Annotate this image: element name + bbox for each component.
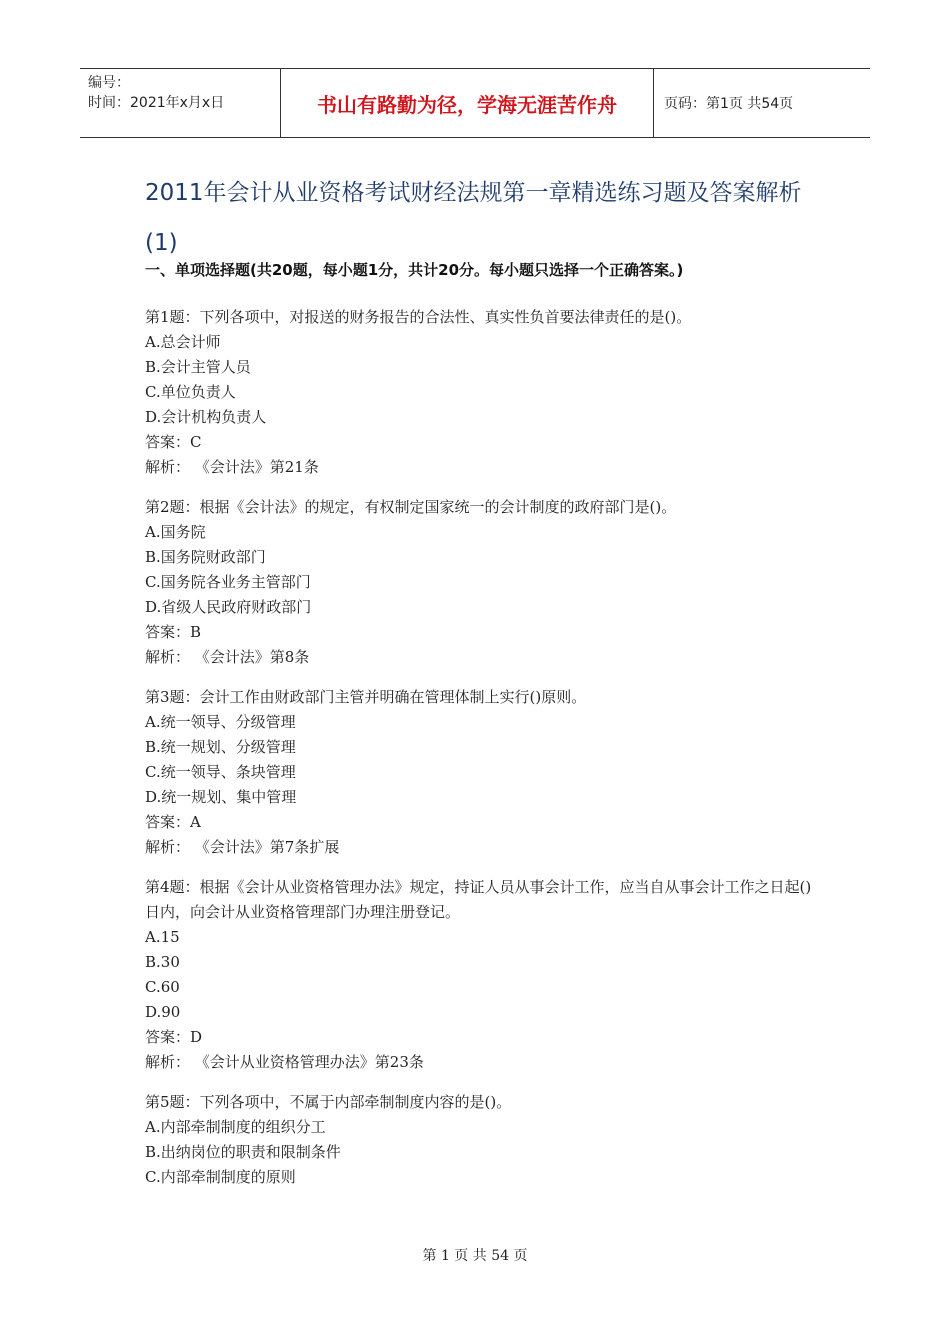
option-d: D.省级人民政府财政部门: [145, 598, 312, 616]
question-3: [145, 685, 815, 860]
section-heading: 一、单项选择题(共20题，每小题1分，共计20分。每小题只选择一个正确答案。): [145, 261, 684, 279]
option-c: C.单位负责人: [145, 383, 236, 401]
question-text: 第4题：根据《会计从业资格管理办法》规定，持证人员从事会计工作，应当自从事会计工作之日起()日内，向会计从业资格管理部门办理注册登记。: [145, 878, 812, 921]
answer: 答案：B: [145, 623, 202, 641]
option-c: C.内部牵制制度的原则: [145, 1168, 296, 1186]
document-header: [80, 68, 870, 138]
answer: 答案：C: [145, 433, 202, 451]
analysis: 解析： 《会计法》第8条: [145, 648, 310, 666]
answer: 答案：D: [145, 1028, 203, 1046]
header-meta-cell: [80, 69, 281, 137]
option-b: B.出纳岗位的职责和限制条件: [145, 1143, 341, 1161]
header-page-info: 页码：第1页 共54页: [664, 96, 794, 112]
option-b: B.30: [145, 953, 180, 971]
question-1: [145, 305, 815, 480]
option-c: C.60: [145, 978, 180, 996]
time-label: 时间：2021年x月x日: [88, 95, 225, 111]
option-b: B.统一规划、分级管理: [145, 738, 296, 756]
analysis: 解析： 《会计法》第7条扩展: [145, 838, 340, 856]
option-b: B.会计主管人员: [145, 358, 251, 376]
answer: 答案：A: [145, 813, 201, 831]
question-5: [145, 1090, 815, 1190]
option-d: D.会计机构负责人: [145, 408, 267, 426]
question-text: 第1题：下列各项中，对报送的财务报告的合法性、真实性负首要法律责任的是()。: [145, 308, 692, 326]
analysis: 解析： 《会计法》第21条: [145, 458, 319, 476]
option-a: A.内部牵制制度的组织分工: [145, 1118, 326, 1136]
option-d: D.统一规划、集中管理: [145, 788, 297, 806]
question-list: [145, 305, 815, 1205]
analysis: 解析： 《会计从业资格管理办法》第23条: [145, 1053, 424, 1071]
option-b: B.国务院财政部门: [145, 548, 266, 566]
serial-label: 编号：: [88, 75, 130, 91]
option-a: A.国务院: [145, 523, 206, 541]
question-text: 第3题：会计工作由财政部门主管并明确在管理体制上实行()原则。: [145, 688, 587, 706]
document-title: 2011年会计从业资格考试财经法规第一章精选练习题及答案解析(1): [145, 180, 802, 256]
option-c: C.统一领导、条块管理: [145, 763, 296, 781]
option-a: A.15: [145, 928, 180, 946]
header-motto: 书山有路勤为径，学海无涯苦作舟: [281, 69, 654, 137]
option-d: D.90: [145, 1003, 181, 1021]
option-c: C.国务院各业务主管部门: [145, 573, 311, 591]
option-a: A.统一领导、分级管理: [145, 713, 296, 731]
question-text: 第5题：下列各项中，不属于内部牵制制度内容的是()。: [145, 1093, 512, 1111]
question-4: [145, 875, 815, 1075]
option-a: A.总会计师: [145, 333, 221, 351]
question-text: 第2题：根据《会计法》的规定，有权制定国家统一的会计制度的政府部门是()。: [145, 498, 677, 516]
page-footer: 第 1 页 共 54 页: [422, 1248, 528, 1264]
question-2: [145, 495, 815, 670]
